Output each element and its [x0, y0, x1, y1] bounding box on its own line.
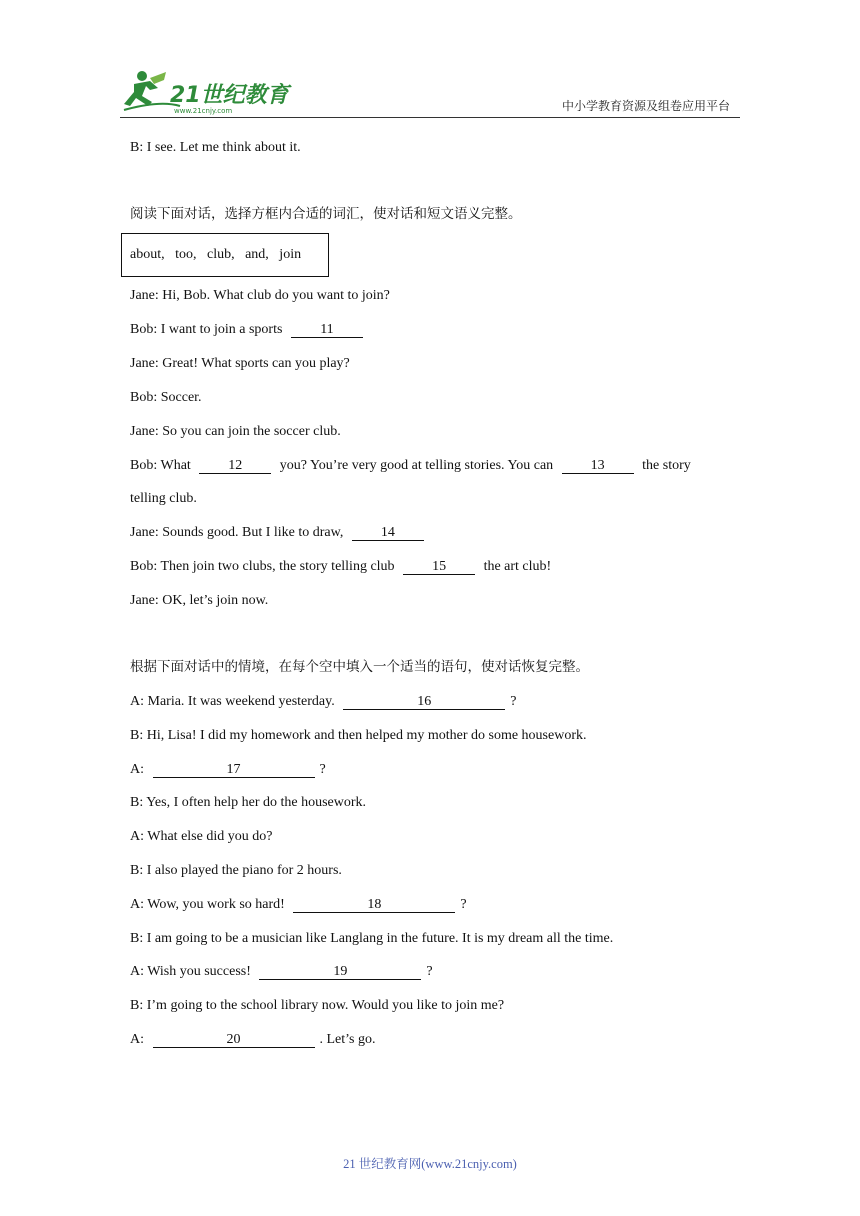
dialog-line: telling club. — [130, 491, 197, 506]
dialog-line: Jane: OK, let’s join now. — [130, 593, 269, 608]
line-text: A: Maria. It was weekend yesterday. — [130, 694, 339, 709]
line-text: A: — [130, 762, 148, 777]
dialog-line: B: I also played the piano for 2 hours. — [130, 863, 342, 878]
intro-line: B: I see. Let me think about it. — [130, 140, 301, 155]
dialog-line — [130, 1031, 376, 1049]
blank-17[interactable]: 17 — [153, 762, 315, 778]
dialog-line: Jane: So you can join the soccer club. — [130, 424, 341, 439]
blank-11[interactable]: 11 — [291, 322, 363, 338]
dialog-line: Jane: Hi, Bob. What club do you want to join? — [130, 288, 390, 303]
line-text: Bob: Then join two clubs, the story telling club — [130, 559, 399, 574]
blank-14[interactable]: 14 — [352, 525, 424, 541]
line-text: Bob: I want to join a sports — [130, 322, 286, 337]
logo-url: www.21cnjy.com — [174, 107, 233, 115]
dialog-line — [130, 693, 516, 711]
line-text: ? — [426, 964, 433, 979]
word-box — [121, 233, 329, 277]
line-text: Jane: Sounds good. But I like to draw, — [130, 525, 347, 540]
line-text: ? — [510, 694, 517, 709]
line-text: ? — [319, 762, 326, 777]
logo-text: 21世纪教育 — [170, 83, 289, 108]
dialog-line — [130, 896, 467, 914]
platform-text: 中小学教育资源及组卷应用平台 — [561, 99, 730, 113]
line-text: Bob: What — [130, 458, 195, 473]
blank-15[interactable]: 15 — [403, 559, 475, 575]
dialog-line — [130, 457, 691, 475]
dialog-line: B: I am going to be a musician like Langlang in the future. It is my dream all the time. — [130, 931, 614, 946]
page-footer[interactable]: 21 世纪教育网(www.21cnjy.com) — [343, 1157, 517, 1171]
line-text: A: Wow, you work so hard! — [130, 897, 289, 912]
word-box-text: about, too, club, and, join — [130, 247, 302, 262]
line-text: the story — [638, 458, 691, 473]
dialog-line — [130, 963, 433, 981]
line-text: ? — [460, 897, 467, 912]
blank-16[interactable]: 16 — [343, 694, 505, 710]
dialog-line: B: Yes, I often help her do the housework. — [130, 795, 367, 810]
dialog-line: Bob: Soccer. — [130, 390, 202, 405]
dialog-line — [130, 524, 429, 542]
blank-19[interactable]: 19 — [259, 964, 421, 980]
dialog-line: B: Hi, Lisa! I did my homework and then helped my mother do some housework. — [130, 728, 587, 743]
dialog-line: B: I’m going to the school library now. Would you like to join me? — [130, 998, 505, 1013]
blank-13[interactable]: 13 — [562, 458, 634, 474]
logo-icon — [120, 66, 300, 116]
dialog-line: Jane: Great! What sports can you play? — [130, 356, 350, 371]
line-text: A: — [130, 1032, 148, 1047]
dialog-line — [130, 761, 326, 779]
site-logo — [120, 66, 300, 116]
dialog-line — [130, 321, 368, 339]
line-text: you? You’re very good at telling stories. You can — [276, 458, 557, 473]
blank-12[interactable]: 12 — [199, 458, 271, 474]
line-text: . Let’s go. — [319, 1032, 376, 1047]
dialog-line: A: What else did you do? — [130, 829, 273, 844]
dialog-line — [130, 558, 551, 576]
section2-instruction: 阅读下面对话，选择方框内合适的词汇，使对话和短文语义完整。 — [130, 206, 522, 222]
line-text: A: Wish you success! — [130, 964, 255, 979]
blank-18[interactable]: 18 — [293, 897, 455, 913]
header-divider — [120, 117, 740, 118]
section3-instruction: 根据下面对话中的情境，在每个空中填入一个适当的语句，使对话恢复完整。 — [130, 659, 589, 675]
blank-20[interactable]: 20 — [153, 1032, 315, 1048]
line-text: the art club! — [480, 559, 552, 574]
page-header — [120, 66, 740, 118]
